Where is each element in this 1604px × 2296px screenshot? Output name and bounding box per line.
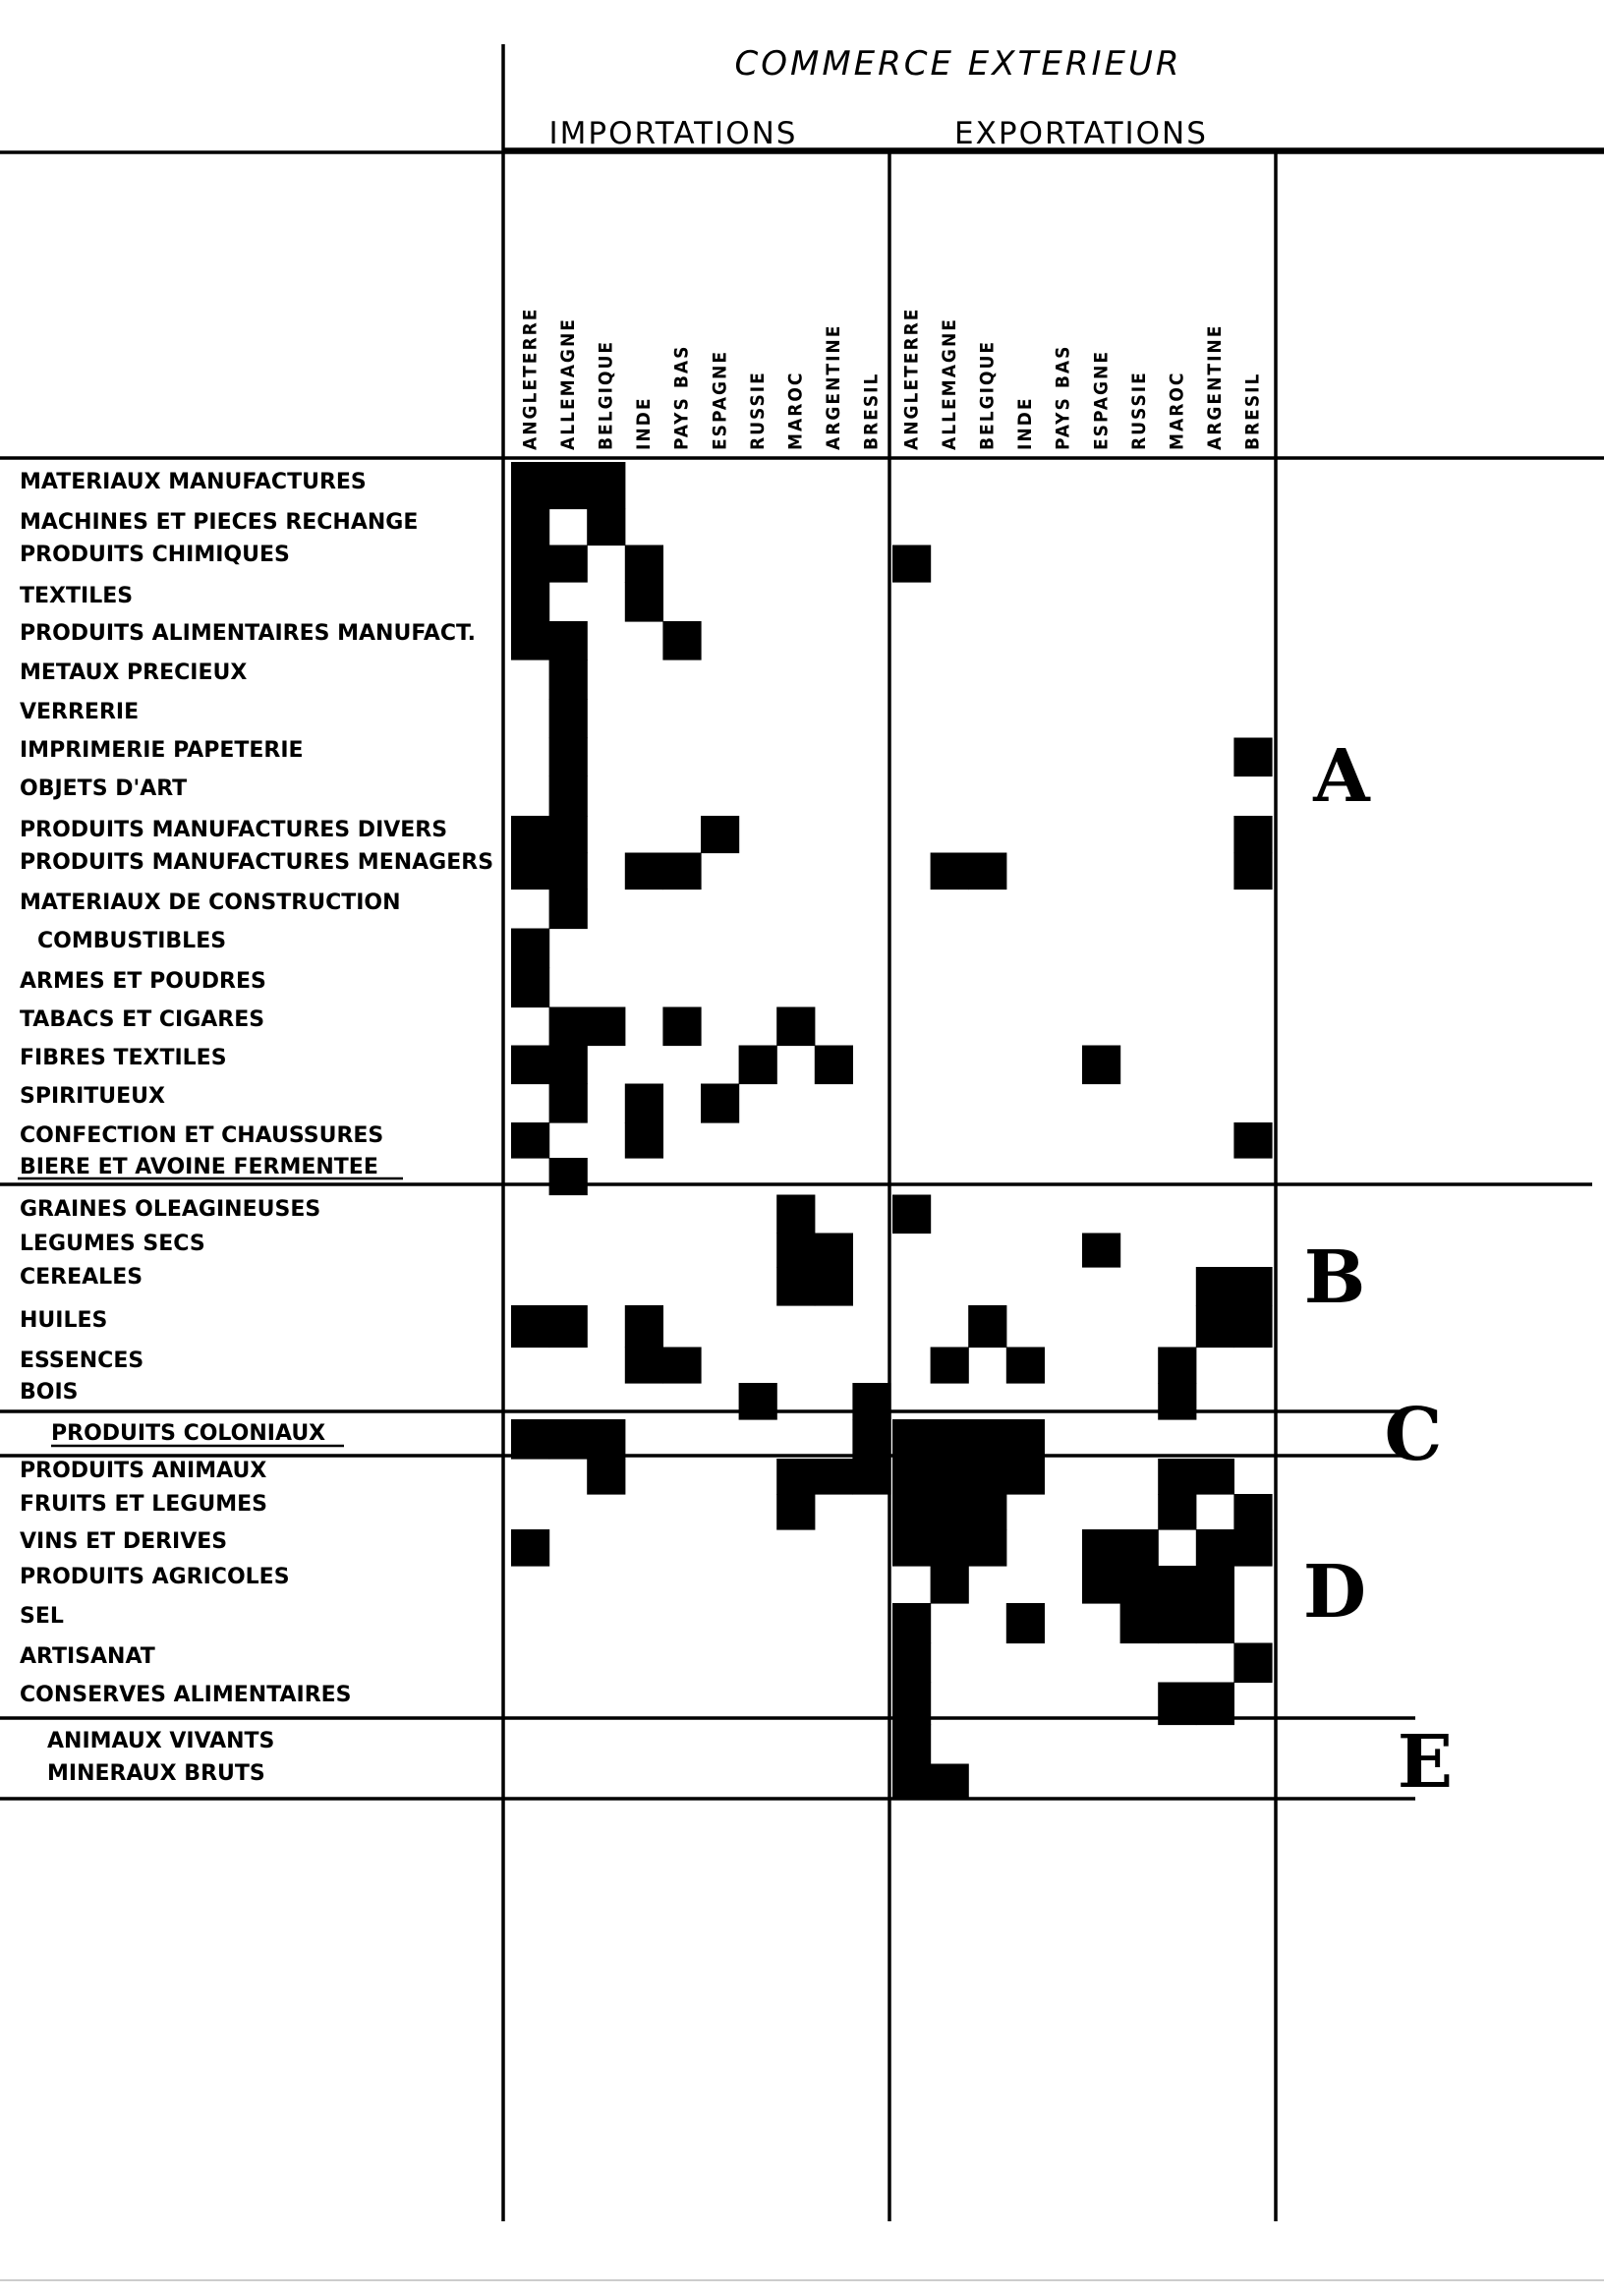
matrix-cell-imports [776,1267,815,1306]
matrix-cell-imports [587,509,625,546]
matrix-cell-imports [511,545,549,583]
matrix-cell-imports [511,1419,549,1460]
zone-label-b: B [1303,1235,1366,1320]
matrix-cell-imports [587,1419,625,1460]
matrix-cell-imports [815,1459,853,1495]
matrix-cell-imports [549,853,588,890]
group-header-exports: EXPORTATIONS [954,116,1208,151]
matrix-cell-exports [892,1643,931,1684]
chart-title: COMMERCE EXTERIEUR [734,44,1182,84]
matrix-cell-imports [511,929,549,969]
matrix-cell-exports [892,1603,931,1643]
matrix-cell-exports [1233,1267,1272,1306]
zone-label-d: D [1302,1550,1367,1635]
matrix-cell-imports [549,1419,588,1460]
column-label-exports: ESPAGNE [1090,349,1113,450]
row-label: COMBUSTIBLES [37,929,227,953]
column-label-imports: PAYS BAS [670,344,693,450]
row-label: PRODUITS MANUFACTURES MENAGERS [20,850,494,875]
matrix-cell-exports [1006,1419,1045,1460]
matrix-cell-exports [1158,1459,1196,1495]
matrix-cell-imports [549,1084,588,1123]
column-label-exports: BELGIQUE [976,339,999,450]
column-label-imports: BELGIQUE [595,339,617,450]
matrix-cell-imports [852,1383,890,1420]
matrix-cell-imports [549,1046,588,1085]
matrix-cell-imports [815,1046,853,1085]
matrix-cell-exports [968,1419,1006,1460]
matrix-cell-imports [549,738,588,777]
column-label-exports: MAROC [1166,371,1188,450]
matrix-cell-imports [549,660,588,700]
matrix-cell-imports [511,582,549,622]
row-label: IMPRIMERIE PAPETERIE [20,738,304,763]
column-label-imports: ARGENTINE [823,323,845,450]
matrix-cell-exports [968,1305,1006,1348]
matrix-cell-imports [549,890,588,930]
matrix-cell-exports [931,1764,969,1800]
row-label: ESSENCES [20,1349,144,1373]
matrix-cell-imports [549,1007,588,1047]
matrix-cell-exports [1120,1566,1159,1604]
matrix-cell-exports [1158,1348,1196,1384]
matrix-cell-exports [892,1725,931,1765]
matrix-cell-exports [1196,1529,1234,1567]
matrix-cell-imports [511,509,549,546]
row-label: MATERIAUX DE CONSTRUCTION [20,890,401,915]
matrix-cell-exports [1082,1566,1120,1604]
matrix-cell-imports [549,1305,588,1348]
matrix-cell-imports [852,1419,890,1460]
matrix-cell-imports [776,1195,815,1234]
row-label: MINERAUX BRUTS [47,1761,265,1786]
zone-label-c: C [1384,1393,1443,1477]
matrix-cell-exports [1082,1529,1120,1567]
matrix-cell-imports [701,816,739,853]
matrix-cell-exports [892,1459,931,1495]
matrix-cell-imports [625,545,663,583]
matrix-cell-imports [511,968,549,1008]
group-header-imports: IMPORTATIONS [548,116,798,151]
matrix-cell-exports [931,1419,969,1460]
row-label: ARMES ET POUDRES [20,969,266,994]
matrix-cell-imports [815,1267,853,1306]
column-label-imports: ESPAGNE [709,349,731,450]
matrix-cell-imports [776,1007,815,1047]
matrix-cell-imports [625,1348,663,1384]
matrix-cell-exports [931,1348,969,1384]
matrix-cell-imports [776,1494,815,1530]
row-label: CONSERVES ALIMENTAIRES [20,1683,352,1707]
matrix-cell-imports [776,1234,815,1268]
matrix-cell-exports [968,1459,1006,1495]
column-label-imports: INDE [633,396,656,450]
row-label: VINS ET DERIVES [20,1529,228,1554]
matrix-cell-imports [625,1084,663,1123]
matrix-cell-exports [1120,1529,1159,1567]
matrix-cell-imports [587,1459,625,1495]
matrix-cell-exports [1082,1234,1120,1268]
matrix-cell-exports [1006,1603,1045,1643]
matrix-cell-imports [662,1348,701,1384]
matrix-cell-exports [892,1195,931,1234]
matrix-cell-exports [1158,1566,1196,1604]
matrix-cell-imports [739,1046,777,1085]
row-label: PRODUITS CHIMIQUES [20,543,290,567]
column-label-imports: MAROC [784,371,807,450]
row-label: ANIMAUX VIVANTS [47,1729,275,1753]
row-label: PRODUITS ANIMAUX [20,1459,267,1483]
matrix-cell-imports [625,1122,663,1159]
row-label: BOIS [20,1380,79,1405]
zone-label-a: A [1313,734,1370,819]
matrix-cell-imports [549,699,588,738]
column-label-exports: ARGENTINE [1204,323,1227,450]
matrix-cell-imports [625,1305,663,1348]
matrix-cell-exports [931,1529,969,1567]
matrix-cell-exports [1158,1603,1196,1643]
matrix-cell-imports [587,1007,625,1047]
matrix-cell-imports [511,621,549,660]
matrix-cell-imports [662,1007,701,1047]
column-label-exports: ANGLETERRE [900,307,923,450]
matrix-cell-imports [776,1459,815,1495]
column-label-exports: ALLEMAGNE [938,317,960,450]
matrix-cell-exports [931,853,969,890]
matrix-cell-exports [1196,1267,1234,1306]
matrix-cell-exports [1158,1383,1196,1420]
matrix-cell-exports [1196,1459,1234,1495]
matrix-cell-imports [549,1158,588,1195]
column-label-exports: RUSSIE [1127,371,1150,450]
matrix-cell-exports [968,853,1006,890]
zone-label-e: E [1397,1720,1454,1805]
matrix-cell-imports [511,462,549,509]
matrix-cell-imports [625,582,663,622]
row-label: VERRERIE [20,700,140,724]
row-label: PRODUITS ALIMENTAIRES MANUFACT. [20,621,477,646]
row-label: GRAINES OLEAGINEUSES [20,1197,321,1222]
matrix-cell-exports [892,545,931,583]
matrix-cell-imports [815,1234,853,1268]
matrix-cell-imports [739,1383,777,1420]
matrix-cell-imports [549,621,588,660]
row-label: FRUITS ET LEGUMES [20,1492,267,1517]
matrix-cell-imports [511,1122,549,1159]
row-label: ARTISANAT [20,1644,155,1669]
matrix-cell-imports [511,1529,549,1567]
matrix-cell-exports [1196,1566,1234,1604]
matrix-cell-exports [1196,1603,1234,1643]
matrix-cell-imports [549,816,588,853]
matrix-cell-imports [701,1084,739,1123]
matrix-cell-exports [1158,1494,1196,1530]
matrix-cell-exports [968,1494,1006,1530]
matrix-cell-imports [852,1459,890,1495]
matrix-cell-imports [549,462,588,509]
matrix-cell-exports [1233,816,1272,853]
row-label: TABACS ET CIGARES [20,1007,265,1032]
matrix-cell-exports [1120,1603,1159,1643]
column-label-exports: BRESIL [1241,372,1264,450]
matrix-cell-imports [625,853,663,890]
row-label: OBJETS D'ART [20,776,188,801]
matrix-cell-exports [1233,853,1272,890]
matrix-cell-imports [511,853,549,890]
row-label: SEL [20,1604,64,1629]
column-label-exports: INDE [1014,396,1037,450]
matrix-cell-imports [549,776,588,817]
row-label: PRODUITS MANUFACTURES DIVERS [20,818,448,842]
matrix-cell-imports [662,853,701,890]
matrix-cell-exports [1006,1459,1045,1495]
matrix-cell-exports [1233,1305,1272,1348]
row-label: HUILES [20,1308,108,1333]
row-label: CEREALES [20,1265,143,1290]
matrix-cell-exports [892,1529,931,1567]
row-label: FIBRES TEXTILES [20,1046,227,1070]
column-label-imports: ALLEMAGNE [556,317,579,450]
matrix-cell-exports [892,1764,931,1800]
matrix-cell-exports [1233,1529,1272,1567]
column-label-imports: BRESIL [860,372,883,450]
row-label: PRODUITS COLONIAUX [51,1421,326,1446]
matrix-cell-imports [511,816,549,853]
matrix-cell-imports [587,462,625,509]
row-label: MATERIAUX MANUFACTURES [20,470,367,494]
matrix-cell-imports [662,621,701,660]
matrix-cell-exports [1082,1046,1120,1085]
matrix-cell-exports [931,1459,969,1495]
matrix-cell-exports [968,1529,1006,1567]
matrix-cell-exports [1233,738,1272,777]
row-label: BIERE ET AVOINE FERMENTEE [20,1155,378,1179]
row-label: PRODUITS AGRICOLES [20,1565,290,1589]
matrix-cell-exports [1006,1348,1045,1384]
matrix-cell-imports [511,1305,549,1348]
matrix-cell-exports [931,1494,969,1530]
matrix-cell-imports [511,1046,549,1085]
matrix-cell-exports [1233,1494,1272,1530]
matrix-cell-exports [1196,1305,1234,1348]
row-label: TEXTILES [20,584,134,608]
matrix-cell-imports [549,545,588,583]
row-label: SPIRITUEUX [20,1084,166,1109]
matrix-cell-exports [1233,1122,1272,1159]
column-label-imports: ANGLETERRE [519,307,542,450]
column-label-imports: RUSSIE [746,371,769,450]
row-label: METAUX PRECIEUX [20,660,248,685]
matrix-cell-exports [892,1494,931,1530]
row-label: CONFECTION ET CHAUSSURES [20,1123,384,1148]
column-label-exports: PAYS BAS [1052,344,1074,450]
matrix-cell-exports [931,1566,969,1604]
row-label: MACHINES ET PIECES RECHANGE [20,510,419,535]
matrix-cell-exports [892,1419,931,1460]
row-label: LEGUMES SECS [20,1232,205,1256]
matrix-cell-exports [1233,1643,1272,1684]
